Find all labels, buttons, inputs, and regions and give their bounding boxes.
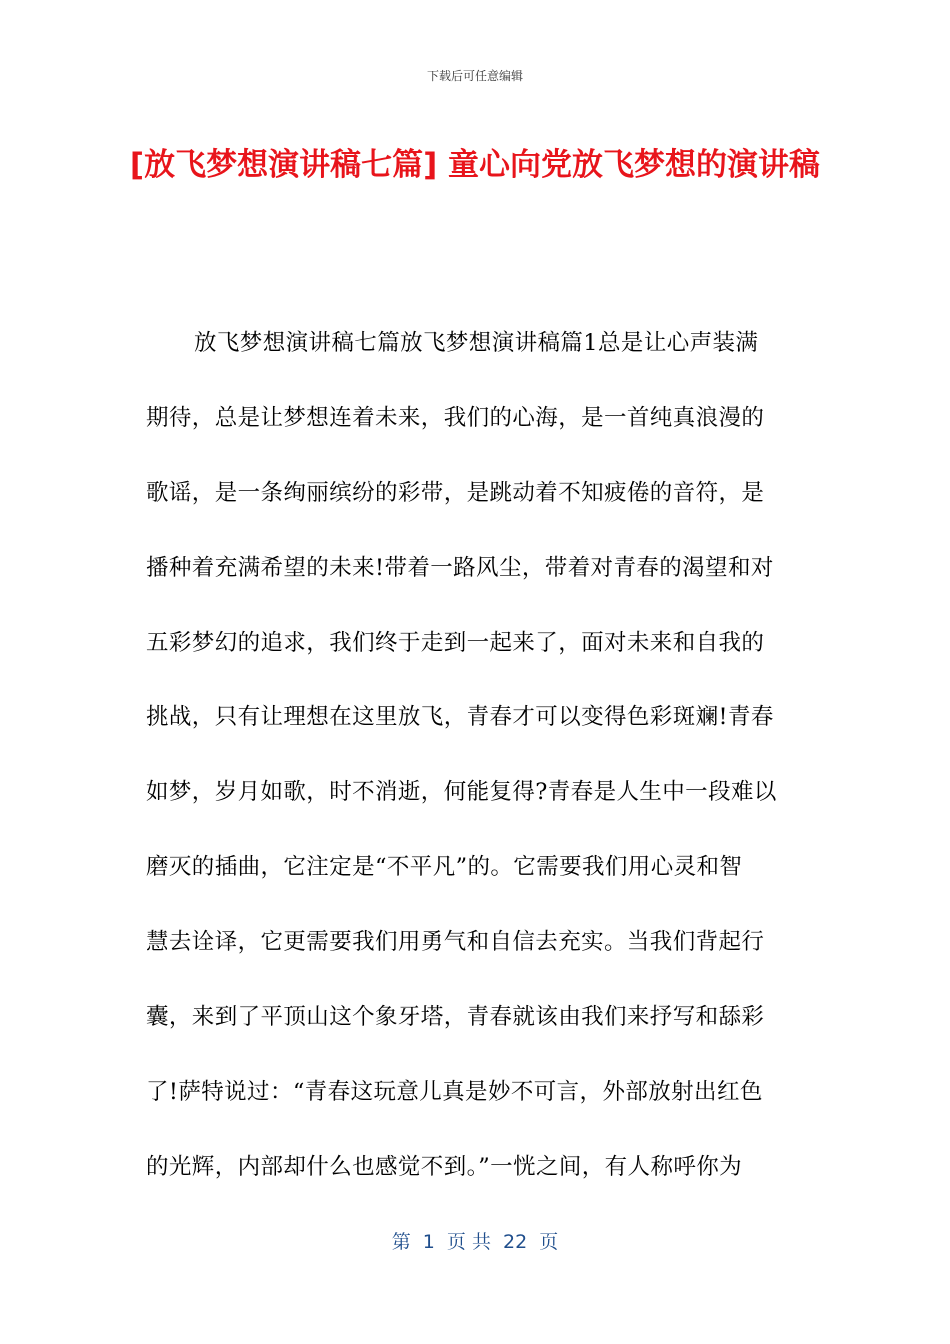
body-line: 歌谣，是一条绚丽缤纷的彩带，是跳动着不知疲倦的音符，是	[146, 479, 765, 506]
body-line: 五彩梦幻的追求，我们终于走到一起来了，面对未来和自我的	[146, 629, 765, 656]
body-line: 期待，总是让梦想连着未来，我们的心海，是一首纯真浪漫的	[146, 404, 765, 431]
document-title: [放飞梦想演讲稿七篇] 童心向党放飞梦想的演讲稿	[129, 147, 821, 183]
body-line: 了!萨特说过：“青春这玩意儿真是妙不可言，外部放射出红色	[146, 1078, 763, 1105]
body-line: 播种着充满希望的未来!带着一路风尘，带着对青春的渴望和对	[146, 554, 774, 581]
header-note: 下载后可任意编辑	[426, 69, 523, 83]
body-line: 如梦，岁月如歌，时不消逝，何能复得?青春是人生中一段难以	[146, 779, 777, 806]
body-line: 放飞梦想演讲稿七篇放飞梦想演讲稿篇1总是让心声装满	[194, 330, 759, 356]
body-line: 的光辉，内部却什么也感觉不到。”一恍之间，有人称呼你为	[146, 1153, 743, 1180]
body-line: 囊，来到了平顶山这个象牙塔，青春就该由我们来抒写和舔彩	[146, 1004, 765, 1031]
body-line: 磨灭的插曲，它注定是“不平凡”的。它需要我们用心灵和智	[146, 854, 743, 881]
body-line: 挑战，只有让理想在这里放飞，青春才可以变得色彩斑斓!青春	[146, 704, 774, 731]
body-line: 慧去诠译，它更需要我们用勇气和自信去充实。当我们背起行	[146, 929, 765, 956]
body-text	[146, 323, 806, 1222]
page-footer: 第 1 页 共 22 页	[391, 1231, 559, 1253]
